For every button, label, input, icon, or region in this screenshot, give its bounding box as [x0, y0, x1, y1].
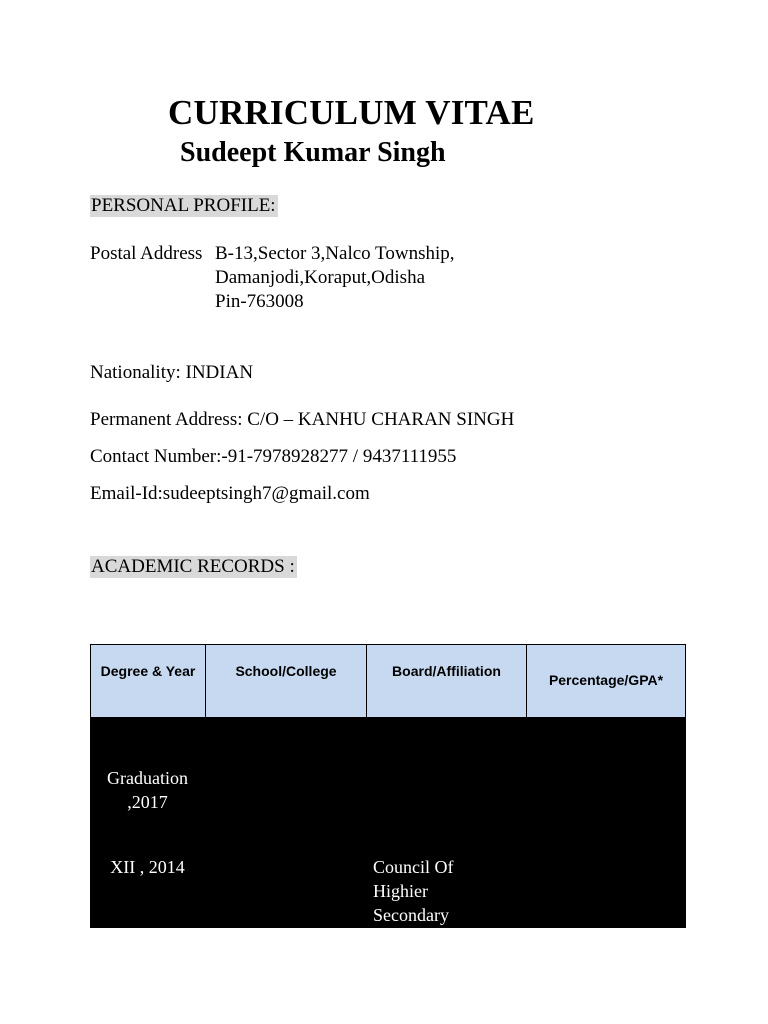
board-text: Council Of Highier Secondary — [373, 857, 454, 925]
contact-number: Contact Number:-91-7978928277 / 9437111955 — [90, 446, 457, 467]
academic-table-header — [90, 644, 686, 718]
postal-address-line-2: Damanjodi,Koraput,Odisha — [215, 267, 426, 288]
column-header-school: School/College — [206, 645, 367, 717]
permanent-address: Permanent Address: C/O – KANHU CHARAN SINGH — [90, 409, 515, 430]
table-row-1-degree — [90, 766, 205, 814]
column-header-board: Board/Affiliation — [367, 645, 527, 717]
academic-table-body — [90, 718, 686, 928]
postal-address-line-1: B-13,Sector 3,Nalco Township, — [215, 243, 455, 264]
email-id: Email-Id:sudeeptsingh7@gmail.com — [90, 483, 370, 504]
column-header-degree: Degree & Year — [91, 645, 206, 717]
table-row-2-board — [373, 855, 483, 927]
candidate-name: Sudeept Kumar Singh — [180, 137, 446, 168]
postal-address-line-3: Pin-763008 — [215, 291, 304, 312]
degree-text: XII , 2014 — [110, 857, 185, 877]
column-header-percentage: Percentage/GPA* — [527, 645, 685, 717]
postal-address-label: Postal Address — [90, 243, 203, 264]
academic-records-heading: ACADEMIC RECORDS : — [91, 556, 295, 577]
personal-profile-heading: PERSONAL PROFILE: — [91, 195, 276, 216]
nationality: Nationality: INDIAN — [90, 362, 254, 383]
document-title: CURRICULUM VITAE — [168, 93, 535, 132]
degree-text: Graduation ,2017 — [107, 768, 188, 812]
table-row-2-degree — [90, 855, 205, 879]
